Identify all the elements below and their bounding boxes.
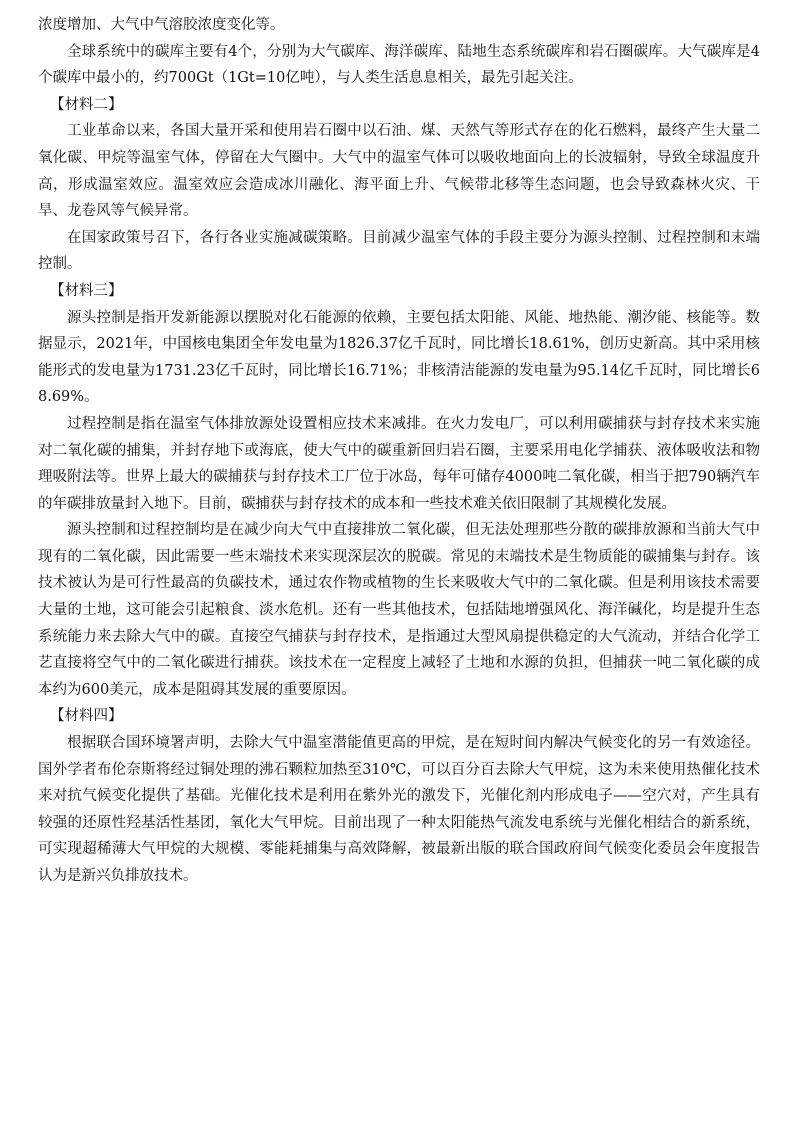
paragraph-source-control: 源头控制是指开发新能源以摆脱对化石能源的依赖，主要包括太阳能、风能、地热能、潮汐能、核能等。数据显示，2021年，中国核电集团全年发电量为1826.37亿千瓦时，同比增长18.61%，创历史新高。其中采用核能形式的发电量为1731.23亿千瓦时，同比增长16.71%；非核清洁能源的发电量为95.14亿千瓦时，同比增长68.69%。 <box>38 309 760 406</box>
paragraph-end-control: 源头控制和过程控制均是在减少向大气中直接排放二氧化碳，但无法处理那些分散的碳排放源和当前大气中现有的二氧化碳，因此需要一些末端技术来实现深层次的脱碳。常见的末端技术是生物质能的碳捕集与封存。该技术被认为是可行性最高的负碳技术，通过农作物或植物的生长来吸收大气中的二氧化碳。但是利用该技术需要大量的土地，这可能会引起粮食、淡水危机。还有一些其他技术，包括陆地增强风化、海洋碱化，均是提升生态系统能力来去除大气中的碳。直接空气捕获与封存技术，是指通过大型风扇提供稳定的大气流动，并结合化学工艺直接将空气中的二氧化碳进行捕获。该技术在一定程度上减轻了土地和水源的负担，但捕获一吨二氧化碳的成本约为600美元，成本是阻碍其发展的重要原因。 <box>38 522 760 698</box>
heading-material-2: 【材料二】 <box>50 96 123 113</box>
heading-material-4: 【材料四】 <box>50 708 123 725</box>
paragraph-reduction-strategies: 在国家政策号召下，各行各业实施减碳策略。目前减少温室气体的手段主要分为源头控制、过程控制和末端控制。 <box>38 229 760 273</box>
paragraph-process-control: 过程控制是指在温室气体排放源处设置相应技术来减排。在火力发电厂，可以利用碳捕获与封存技术来实施对二氧化碳的捕集，并封存地下或海底，使大气中的碳重新回归岩石圈，主要采用电化学捕获、液体吸收法和物理吸附法等。世界上最大的碳捕获与封存技术工厂位于冰岛，每年可储存4000吨二氧化碳，相当于把790辆汽车的年碳排放量封入地下。目前，碳捕获与封存技术的成本和一些技术难关依旧限制了其规模化发展。 <box>38 415 760 512</box>
paragraph-methane-removal: 根据联合国环境署声明，去除大气中温室潜能值更高的甲烷，是在短时间内解决气候变化的另一有效途径。国外学者布伦奈斯将经过铜处理的沸石颗粒加热至310℃，可以百分百去除大气甲烷，这为未来使用热催化技术来对抗气候变化提供了基础。光催化技术是利用在紫外光的激发下，光催化剂内形成电子——空穴对，产生具有较强的还原性羟基活性基团，氧化大气甲烷。目前出现了一种太阳能热气流发电系统与光催化相结合的新系统，可实现超稀薄大气甲烷的大规模、零能耗捕集与高效降解，被最新出版的联合国政府间气候变化委员会年度报告认为是新兴负排放技术。 <box>38 735 760 884</box>
heading-material-3: 【材料三】 <box>50 282 123 299</box>
paragraph-intro-tail: 浓度增加、大气中气溶胶浓度变化等。 <box>38 17 285 33</box>
paragraph-greenhouse-effect: 工业革命以来，各国大量开采和使用岩石圈中以石油、煤、天然气等形式存在的化石燃料，最终产生大量二氧化碳、甲烷等温室气体，停留在大气圈中。大气中的温室气体可以吸收地面向上的长波辐射，导致全球温度升高，形成温室效应。温室效应会造成冰川融化、海平面上升、气候带北移等生态问题，也会导致森林火灾、干旱、龙卷风等气候异常。 <box>38 123 760 220</box>
document-page <box>38 12 760 890</box>
paragraph-carbon-pools: 全球系统中的碳库主要有4个，分别为大气碳库、海洋碳库、陆地生态系统碳库和岩石圈碳库。大气碳库是4个碳库中最小的，约700Gt（1Gt=10亿吨），与人类生活息息相关，最先引起关注。 <box>38 43 760 87</box>
